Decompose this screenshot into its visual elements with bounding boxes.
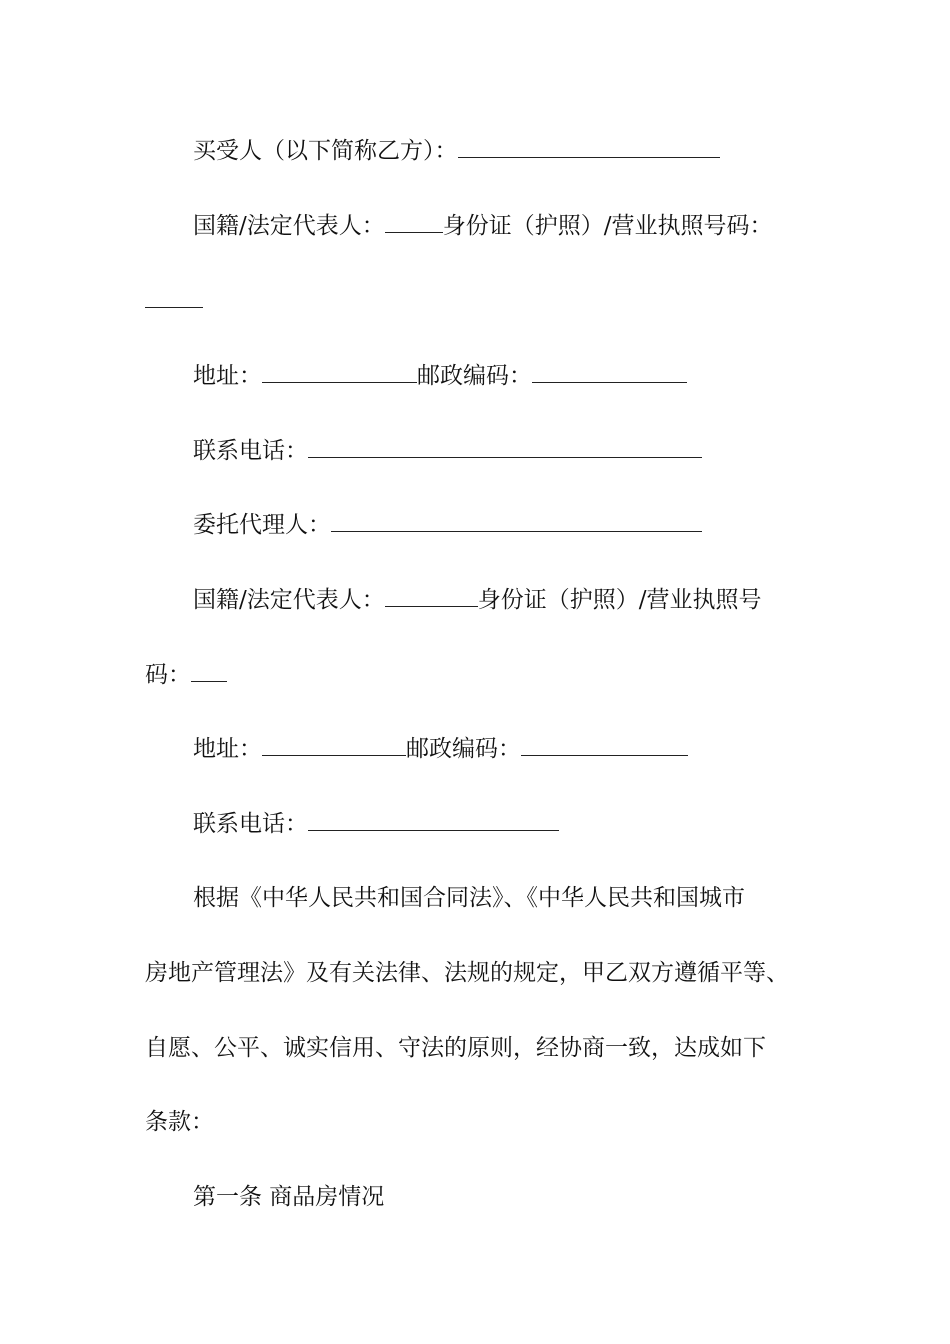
- agent-postcode-label: 邮政编码：: [406, 736, 521, 762]
- article-1-title: 第一条 商品房情况: [193, 1184, 385, 1210]
- buyer-address-blank[interactable]: [262, 362, 417, 383]
- agent-id-line: [145, 660, 227, 690]
- agent-id-blank[interactable]: [191, 661, 227, 682]
- buyer-phone-label: 联系电话：: [193, 438, 308, 464]
- buyer-id-line: [145, 286, 203, 316]
- agent-rep-label: 国籍/法定代表人：: [193, 587, 385, 613]
- agent-address-line: [193, 734, 688, 764]
- buyer-label: 买受人（以下简称乙方）：: [193, 138, 458, 164]
- agent-address-label: 地址：: [193, 736, 262, 762]
- buyer-id-blank[interactable]: [145, 287, 203, 308]
- preamble-line-1: 根据《中华人民共和国合同法》、《中华人民共和国城市: [193, 885, 745, 911]
- agent-line: [193, 510, 702, 540]
- buyer-postcode-label: 邮政编码：: [417, 363, 532, 389]
- buyer-rep-label: 国籍/法定代表人：: [193, 213, 385, 239]
- agent-name-blank[interactable]: [331, 511, 702, 532]
- preamble-line-3: 自愿、公平、诚实信用、守法的原则，经协商一致，达成如下: [145, 1035, 766, 1061]
- agent-address-blank[interactable]: [262, 735, 406, 756]
- agent-rep-blank[interactable]: [385, 586, 478, 607]
- buyer-id-label: 身份证（护照）/营业执照号码：: [442, 213, 773, 239]
- agent-rep-line: [193, 585, 762, 615]
- agent-phone-label: 联系电话：: [193, 811, 308, 837]
- agent-id-label: 身份证（护照）/营业执照号: [477, 587, 762, 613]
- agent-phone-blank[interactable]: [308, 810, 559, 831]
- buyer-phone-blank[interactable]: [308, 437, 702, 458]
- preamble-line-4: 条款：: [145, 1109, 214, 1135]
- buyer-rep-blank[interactable]: [385, 212, 443, 233]
- agent-label: 委托代理人：: [193, 512, 331, 538]
- buyer-line: [193, 136, 720, 166]
- buyer-name-blank[interactable]: [458, 137, 720, 158]
- buyer-postcode-blank[interactable]: [532, 362, 687, 383]
- agent-postcode-blank[interactable]: [521, 735, 688, 756]
- agent-id-label-cont: 码：: [145, 662, 191, 688]
- buyer-phone-line: [193, 436, 702, 466]
- buyer-rep-line: [193, 211, 773, 241]
- agent-phone-line: [193, 809, 559, 839]
- preamble-line-2: 房地产管理法》及有关法律、法规的规定，甲乙双方遵循平等、: [145, 960, 789, 986]
- buyer-address-label: 地址：: [193, 363, 262, 389]
- buyer-address-line: [193, 361, 687, 391]
